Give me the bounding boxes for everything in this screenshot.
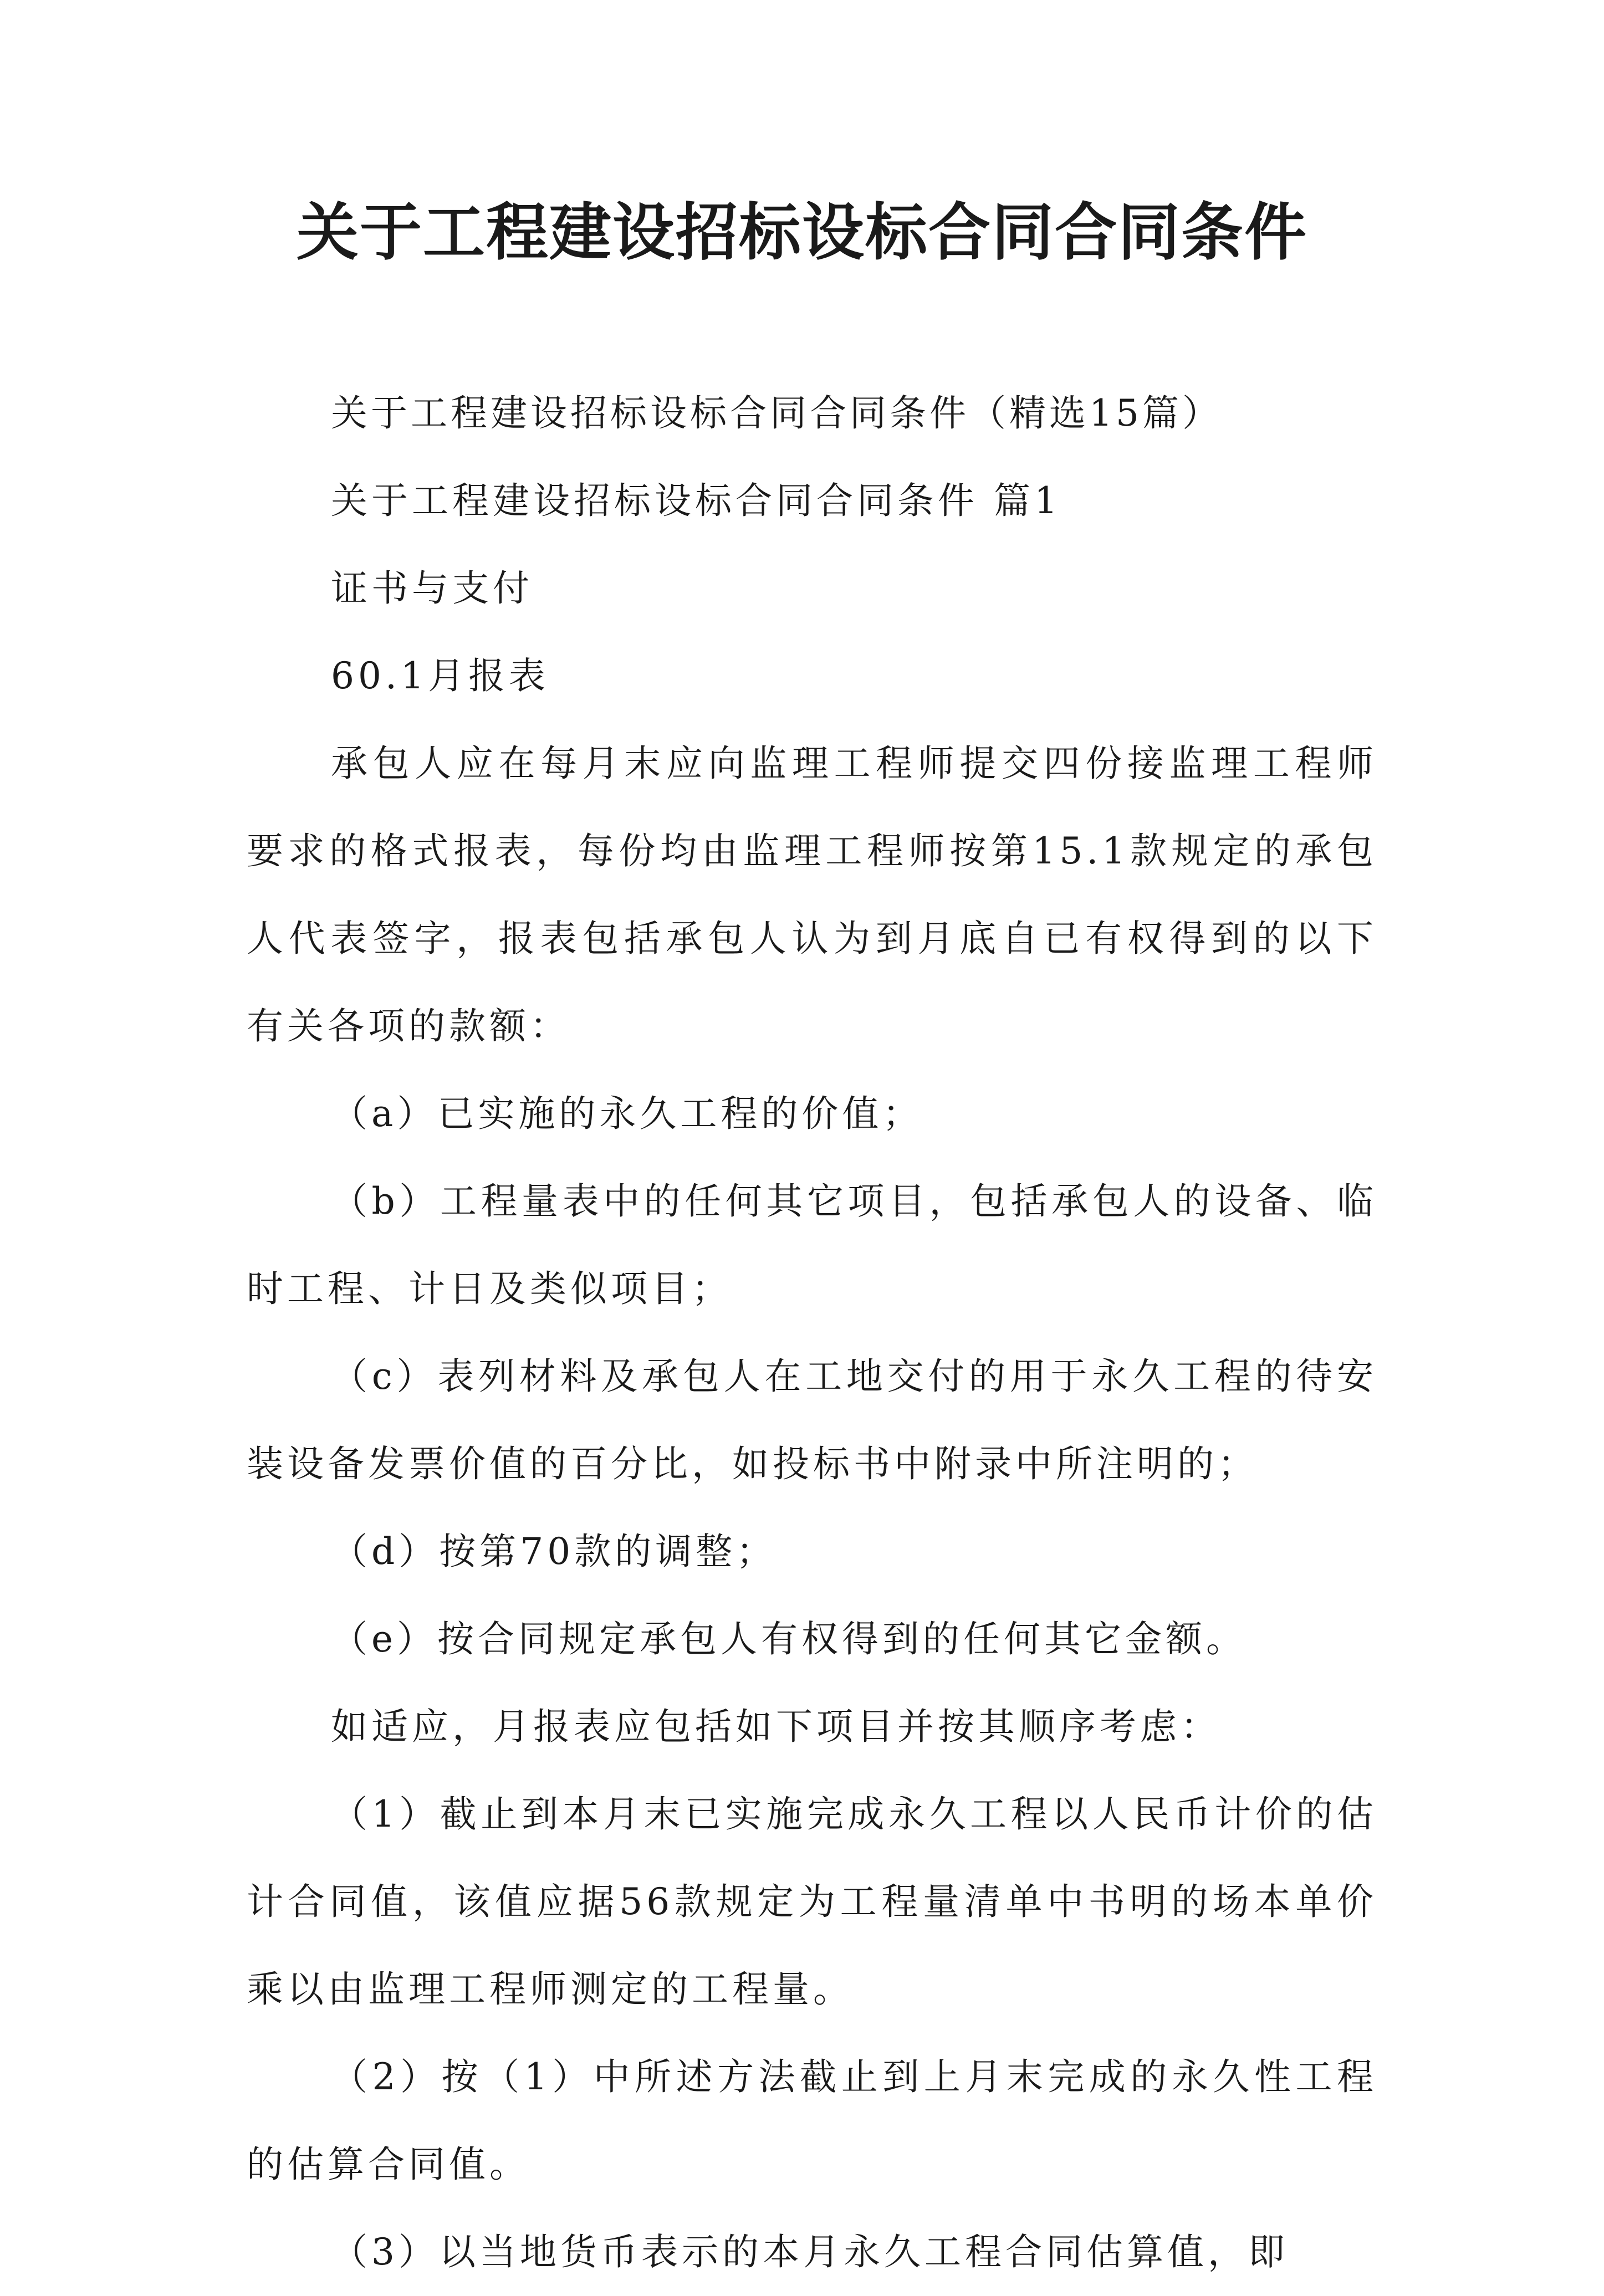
list-item: （d）按第70款的调整；	[331, 1530, 777, 1573]
list-item: （e）按合同规定承包人有权得到的任何其它金额。	[331, 1618, 1247, 1660]
paragraph: 承包人应在每月末应向监理工程师提交四份接监理工程师要求的格式报表，每份均由监理工程师按第15.1款规定的承包人代表签字，报表包括承包人认为到月底自已有权得到的以下有关各项的款额：	[247, 742, 1377, 1047]
document-body	[247, 370, 1377, 2296]
list-item: （a）已实施的永久工程的价值；	[331, 1092, 923, 1135]
list-item: （c）表列材料及承包人在工地交付的用于永久工程的待安装设备发票价值的百分比，如投标书中附录中所注明的；	[247, 1355, 1377, 1485]
paragraph-subtitle: 关于工程建设招标设标合同合同条件（精选15篇）	[331, 392, 1222, 434]
list-item: （b）工程量表中的任何其它项目，包括承包人的设备、临时工程、计日及类似项目；	[247, 1180, 1377, 1310]
list-item: （1）截止到本月末已实施完成永久工程以人民币计价的估计合同值，该值应据56款规定为工程量清单中书明的场本单价乘以由监理工程师测定的工程量。	[247, 1793, 1377, 2011]
list-item: （2）按（1）中所述方法截止到上月末完成的永久性工程的估算合同值。	[247, 2055, 1377, 2186]
paragraph-section-heading: 关于工程建设招标设标合同合同条件 篇1	[331, 479, 1061, 522]
document-title: 关于工程建设招标设标合同合同条件	[297, 196, 1307, 269]
paragraph-heading-certificate: 证书与支付	[331, 567, 533, 610]
paragraph-clause-number: 60.1月报表	[331, 654, 549, 697]
paragraph: 如适应，月报表应包括如下项目并按其顺序考虑：	[331, 1705, 1221, 1748]
list-item: （3）以当地货币表示的本月永久工程合同估算值，即	[331, 2231, 1289, 2273]
